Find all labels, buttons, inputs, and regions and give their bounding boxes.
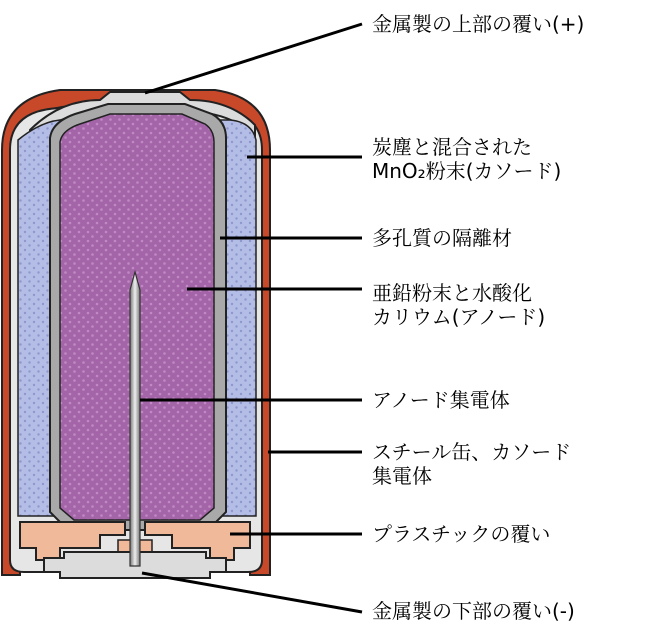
label-plastic-cover: プラスチックの覆い: [372, 522, 551, 546]
leader-bottom-cover: [142, 573, 362, 612]
leader-top-cover: [145, 24, 362, 93]
label-anode: 亜鉛粉末と水酸化 カリウム(アノード): [372, 281, 546, 329]
label-cathode: 炭塵と混合された MnO₂粉末(カソード): [372, 135, 562, 183]
label-anode-collector: アノード集電体: [372, 388, 510, 412]
label-top-cover: 金属製の上部の覆い(+): [372, 12, 585, 36]
label-can: スチール缶、カソード 集電体: [372, 440, 572, 488]
anode-collector-pin: [130, 272, 140, 566]
label-bottom-cover: 金属製の下部の覆い(-): [372, 599, 575, 623]
label-separator: 多孔質の隔離材: [372, 226, 512, 250]
